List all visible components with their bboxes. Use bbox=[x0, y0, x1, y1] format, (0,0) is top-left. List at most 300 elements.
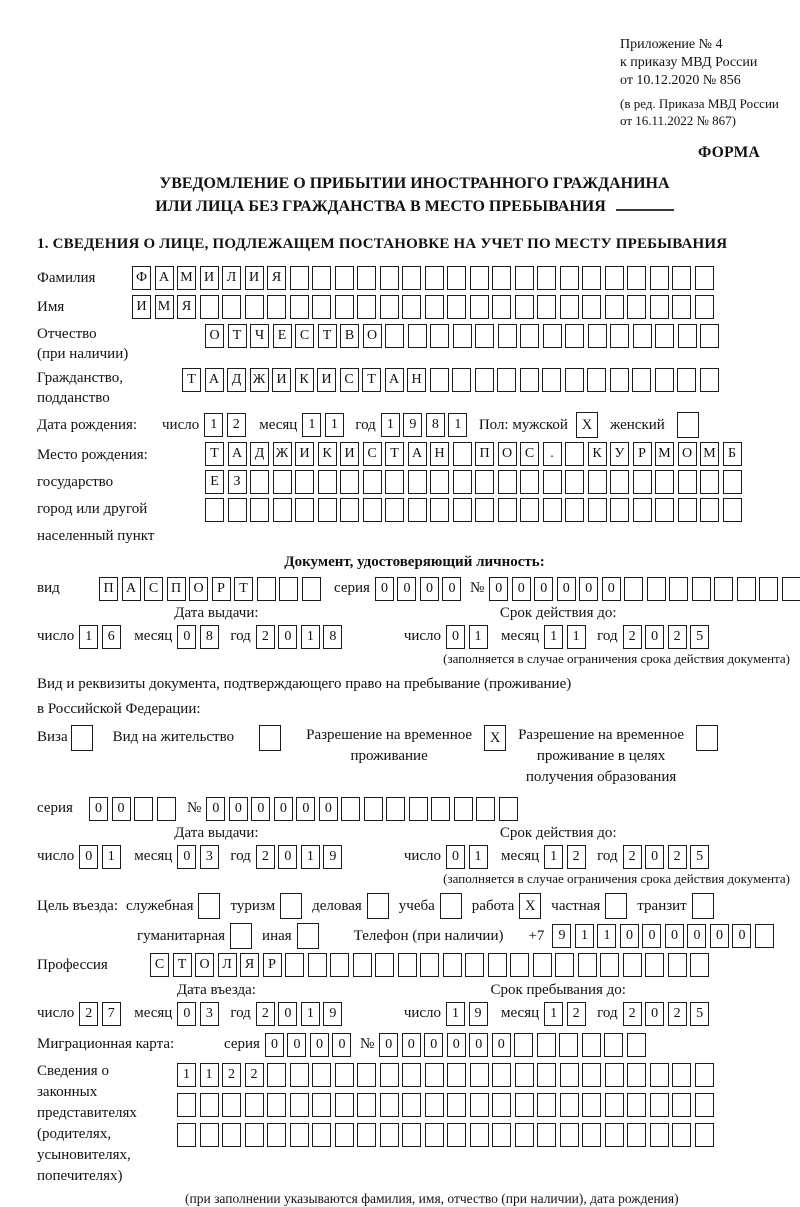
char-box[interactable] bbox=[692, 577, 711, 601]
char-box[interactable] bbox=[228, 498, 247, 522]
char-box[interactable]: 1 bbox=[200, 1063, 219, 1087]
char-box[interactable]: 0 bbox=[732, 924, 751, 948]
char-box[interactable]: 0 bbox=[296, 797, 315, 821]
char-box[interactable] bbox=[520, 498, 539, 522]
char-box[interactable] bbox=[587, 368, 606, 392]
char-box[interactable] bbox=[200, 1093, 219, 1117]
char-box[interactable] bbox=[420, 953, 439, 977]
char-box[interactable]: 0 bbox=[278, 1002, 297, 1026]
char-box[interactable] bbox=[650, 1093, 669, 1117]
char-box[interactable]: 2 bbox=[256, 625, 275, 649]
char-box[interactable]: 0 bbox=[687, 924, 706, 948]
char-box[interactable]: 9 bbox=[323, 1002, 342, 1026]
char-box[interactable]: К bbox=[318, 442, 337, 466]
char-box[interactable]: М bbox=[177, 266, 196, 290]
char-box[interactable] bbox=[633, 470, 652, 494]
char-box[interactable] bbox=[425, 1063, 444, 1087]
char-box[interactable] bbox=[700, 498, 719, 522]
char-box[interactable] bbox=[488, 953, 507, 977]
char-box[interactable]: 0 bbox=[206, 797, 225, 821]
char-box[interactable]: 0 bbox=[89, 797, 108, 821]
char-box[interactable]: 2 bbox=[668, 1002, 687, 1026]
char-box[interactable]: И bbox=[317, 368, 336, 392]
char-box[interactable]: 8 bbox=[426, 413, 445, 437]
char-box[interactable]: П bbox=[167, 577, 186, 601]
char-box[interactable] bbox=[543, 470, 562, 494]
char-box[interactable]: 2 bbox=[222, 1063, 241, 1087]
char-box[interactable] bbox=[453, 498, 472, 522]
char-box[interactable]: 0 bbox=[446, 845, 465, 869]
char-box[interactable] bbox=[447, 295, 466, 319]
char-box[interactable] bbox=[312, 1123, 331, 1147]
char-box[interactable] bbox=[443, 953, 462, 977]
char-box[interactable]: И bbox=[272, 368, 291, 392]
char-box[interactable] bbox=[250, 470, 269, 494]
char-box[interactable] bbox=[537, 1033, 556, 1057]
char-box[interactable] bbox=[425, 1093, 444, 1117]
char-box[interactable]: 0 bbox=[447, 1033, 466, 1057]
char-box[interactable]: Ж bbox=[250, 368, 269, 392]
char-box[interactable]: А bbox=[408, 442, 427, 466]
char-box[interactable] bbox=[290, 266, 309, 290]
char-box[interactable] bbox=[610, 498, 629, 522]
char-box[interactable]: А bbox=[205, 368, 224, 392]
char-box[interactable] bbox=[357, 266, 376, 290]
char-box[interactable] bbox=[492, 1063, 511, 1087]
char-box[interactable]: Ж bbox=[273, 442, 292, 466]
char-box[interactable] bbox=[302, 577, 321, 601]
char-box[interactable] bbox=[714, 577, 733, 601]
char-box[interactable]: 0 bbox=[420, 577, 439, 601]
char-box[interactable]: Д bbox=[227, 368, 246, 392]
char-box[interactable] bbox=[290, 295, 309, 319]
char-box[interactable] bbox=[655, 324, 674, 348]
char-box[interactable]: 2 bbox=[227, 413, 246, 437]
char-box[interactable] bbox=[588, 324, 607, 348]
char-box[interactable] bbox=[279, 577, 298, 601]
char-box[interactable] bbox=[492, 266, 511, 290]
char-box[interactable]: В bbox=[340, 324, 359, 348]
char-box[interactable]: 1 bbox=[469, 845, 488, 869]
char-box[interactable] bbox=[364, 797, 383, 821]
char-box[interactable]: И bbox=[340, 442, 359, 466]
char-box[interactable]: 5 bbox=[690, 625, 709, 649]
sex-male-checkbox[interactable]: X bbox=[576, 412, 598, 438]
char-box[interactable] bbox=[312, 1063, 331, 1087]
char-box[interactable] bbox=[604, 1033, 623, 1057]
char-box[interactable] bbox=[543, 324, 562, 348]
char-box[interactable] bbox=[537, 266, 556, 290]
char-box[interactable]: Т bbox=[385, 442, 404, 466]
char-box[interactable]: О bbox=[205, 324, 224, 348]
char-box[interactable] bbox=[398, 953, 417, 977]
char-box[interactable] bbox=[695, 1063, 714, 1087]
char-box[interactable]: 7 bbox=[102, 1002, 121, 1026]
char-box[interactable] bbox=[588, 498, 607, 522]
char-box[interactable]: Т bbox=[228, 324, 247, 348]
char-box[interactable] bbox=[605, 1063, 624, 1087]
purpose-study-checkbox[interactable] bbox=[440, 893, 462, 919]
char-box[interactable] bbox=[515, 266, 534, 290]
char-box[interactable]: 9 bbox=[323, 845, 342, 869]
char-box[interactable]: Р bbox=[633, 442, 652, 466]
char-box[interactable] bbox=[668, 953, 687, 977]
char-box[interactable] bbox=[515, 1093, 534, 1117]
char-box[interactable]: 1 bbox=[448, 413, 467, 437]
char-box[interactable] bbox=[565, 498, 584, 522]
char-box[interactable] bbox=[578, 953, 597, 977]
char-box[interactable]: 0 bbox=[177, 625, 196, 649]
char-box[interactable]: 0 bbox=[310, 1033, 329, 1057]
char-box[interactable]: 0 bbox=[469, 1033, 488, 1057]
char-box[interactable]: Т bbox=[182, 368, 201, 392]
char-box[interactable] bbox=[782, 577, 800, 601]
char-box[interactable] bbox=[723, 498, 742, 522]
char-box[interactable] bbox=[200, 1123, 219, 1147]
purpose-other-checkbox[interactable] bbox=[297, 923, 319, 949]
char-box[interactable] bbox=[537, 1123, 556, 1147]
char-box[interactable]: О bbox=[498, 442, 517, 466]
char-box[interactable]: 0 bbox=[579, 577, 598, 601]
char-box[interactable] bbox=[672, 1063, 691, 1087]
char-box[interactable]: Н bbox=[430, 442, 449, 466]
char-box[interactable] bbox=[357, 1123, 376, 1147]
char-box[interactable] bbox=[380, 295, 399, 319]
char-box[interactable] bbox=[633, 324, 652, 348]
char-box[interactable] bbox=[134, 797, 153, 821]
char-box[interactable] bbox=[363, 470, 382, 494]
char-box[interactable]: 0 bbox=[442, 577, 461, 601]
char-box[interactable]: 1 bbox=[575, 924, 594, 948]
char-box[interactable] bbox=[177, 1093, 196, 1117]
char-box[interactable]: Я bbox=[240, 953, 259, 977]
char-box[interactable]: 0 bbox=[229, 797, 248, 821]
char-box[interactable]: Ф bbox=[132, 266, 151, 290]
char-box[interactable] bbox=[537, 1093, 556, 1117]
char-box[interactable] bbox=[650, 1123, 669, 1147]
char-box[interactable]: 0 bbox=[79, 845, 98, 869]
char-box[interactable] bbox=[565, 324, 584, 348]
char-box[interactable] bbox=[632, 368, 651, 392]
char-box[interactable] bbox=[610, 470, 629, 494]
char-box[interactable] bbox=[335, 1093, 354, 1117]
char-box[interactable] bbox=[250, 498, 269, 522]
char-box[interactable]: 1 bbox=[301, 625, 320, 649]
char-box[interactable] bbox=[245, 295, 264, 319]
char-box[interactable]: Я bbox=[177, 295, 196, 319]
char-box[interactable]: 0 bbox=[642, 924, 661, 948]
char-box[interactable] bbox=[695, 1093, 714, 1117]
char-box[interactable] bbox=[588, 470, 607, 494]
char-box[interactable] bbox=[537, 295, 556, 319]
char-box[interactable]: . bbox=[543, 442, 562, 466]
char-box[interactable]: И bbox=[295, 442, 314, 466]
char-box[interactable] bbox=[560, 295, 579, 319]
char-box[interactable] bbox=[672, 1093, 691, 1117]
char-box[interactable] bbox=[515, 295, 534, 319]
char-box[interactable] bbox=[200, 295, 219, 319]
char-box[interactable] bbox=[515, 1063, 534, 1087]
char-box[interactable] bbox=[257, 577, 276, 601]
char-box[interactable]: 9 bbox=[403, 413, 422, 437]
purpose-tourism-checkbox[interactable] bbox=[280, 893, 302, 919]
char-box[interactable]: П bbox=[99, 577, 118, 601]
char-box[interactable] bbox=[605, 1093, 624, 1117]
char-box[interactable] bbox=[514, 1033, 533, 1057]
char-box[interactable] bbox=[543, 498, 562, 522]
char-box[interactable] bbox=[430, 324, 449, 348]
char-box[interactable] bbox=[669, 577, 688, 601]
char-box[interactable] bbox=[723, 470, 742, 494]
char-box[interactable] bbox=[565, 368, 584, 392]
char-box[interactable] bbox=[560, 1063, 579, 1087]
char-box[interactable] bbox=[475, 368, 494, 392]
char-box[interactable]: П bbox=[475, 442, 494, 466]
char-box[interactable] bbox=[759, 577, 778, 601]
residence-permit-checkbox[interactable] bbox=[259, 725, 281, 751]
char-box[interactable]: 0 bbox=[379, 1033, 398, 1057]
char-box[interactable] bbox=[627, 1123, 646, 1147]
char-box[interactable]: М bbox=[155, 295, 174, 319]
char-box[interactable]: 0 bbox=[665, 924, 684, 948]
char-box[interactable] bbox=[273, 470, 292, 494]
char-box[interactable] bbox=[498, 324, 517, 348]
char-box[interactable] bbox=[380, 1063, 399, 1087]
char-box[interactable]: С bbox=[363, 442, 382, 466]
char-box[interactable] bbox=[605, 1123, 624, 1147]
char-box[interactable]: Т bbox=[362, 368, 381, 392]
char-box[interactable]: 2 bbox=[623, 1002, 642, 1026]
char-box[interactable] bbox=[157, 797, 176, 821]
char-box[interactable] bbox=[341, 797, 360, 821]
char-box[interactable]: К bbox=[588, 442, 607, 466]
char-box[interactable] bbox=[353, 953, 372, 977]
char-box[interactable] bbox=[470, 1093, 489, 1117]
char-box[interactable]: 1 bbox=[325, 413, 344, 437]
char-box[interactable] bbox=[498, 498, 517, 522]
char-box[interactable] bbox=[678, 324, 697, 348]
char-box[interactable] bbox=[386, 797, 405, 821]
char-box[interactable] bbox=[267, 1093, 286, 1117]
char-box[interactable] bbox=[672, 295, 691, 319]
char-box[interactable] bbox=[340, 498, 359, 522]
char-box[interactable] bbox=[335, 266, 354, 290]
char-box[interactable] bbox=[623, 953, 642, 977]
char-box[interactable] bbox=[605, 295, 624, 319]
char-box[interactable]: А bbox=[228, 442, 247, 466]
char-box[interactable] bbox=[375, 953, 394, 977]
char-box[interactable] bbox=[408, 324, 427, 348]
char-box[interactable]: З bbox=[228, 470, 247, 494]
char-box[interactable] bbox=[452, 368, 471, 392]
char-box[interactable] bbox=[695, 1123, 714, 1147]
char-box[interactable]: 2 bbox=[79, 1002, 98, 1026]
char-box[interactable] bbox=[425, 295, 444, 319]
char-box[interactable] bbox=[627, 266, 646, 290]
purpose-transit-checkbox[interactable] bbox=[692, 893, 714, 919]
purpose-private-checkbox[interactable] bbox=[605, 893, 627, 919]
char-box[interactable]: О bbox=[195, 953, 214, 977]
char-box[interactable] bbox=[335, 1123, 354, 1147]
char-box[interactable]: Т bbox=[234, 577, 253, 601]
char-box[interactable] bbox=[624, 577, 643, 601]
char-box[interactable] bbox=[465, 953, 484, 977]
char-box[interactable] bbox=[560, 1123, 579, 1147]
char-box[interactable]: 1 bbox=[597, 924, 616, 948]
char-box[interactable] bbox=[312, 295, 331, 319]
char-box[interactable] bbox=[582, 1063, 601, 1087]
char-box[interactable] bbox=[430, 470, 449, 494]
char-box[interactable]: 0 bbox=[645, 625, 664, 649]
char-box[interactable]: 0 bbox=[177, 845, 196, 869]
char-box[interactable]: 9 bbox=[469, 1002, 488, 1026]
char-box[interactable] bbox=[470, 295, 489, 319]
char-box[interactable] bbox=[453, 442, 472, 466]
char-box[interactable]: Т bbox=[173, 953, 192, 977]
char-box[interactable] bbox=[565, 442, 584, 466]
char-box[interactable]: 8 bbox=[200, 625, 219, 649]
char-box[interactable]: Н bbox=[407, 368, 426, 392]
char-box[interactable]: 0 bbox=[251, 797, 270, 821]
char-box[interactable] bbox=[425, 1123, 444, 1147]
char-box[interactable] bbox=[273, 498, 292, 522]
char-box[interactable]: 1 bbox=[544, 625, 563, 649]
char-box[interactable]: 1 bbox=[544, 1002, 563, 1026]
char-box[interactable] bbox=[470, 266, 489, 290]
char-box[interactable] bbox=[295, 498, 314, 522]
char-box[interactable] bbox=[627, 295, 646, 319]
char-box[interactable] bbox=[672, 266, 691, 290]
char-box[interactable] bbox=[318, 470, 337, 494]
char-box[interactable] bbox=[600, 953, 619, 977]
char-box[interactable] bbox=[492, 295, 511, 319]
char-box[interactable] bbox=[755, 924, 774, 948]
char-box[interactable]: 6 bbox=[102, 625, 121, 649]
char-box[interactable]: О bbox=[189, 577, 208, 601]
char-box[interactable] bbox=[335, 1063, 354, 1087]
char-box[interactable]: 3 bbox=[200, 845, 219, 869]
char-box[interactable]: Б bbox=[723, 442, 742, 466]
char-box[interactable]: 0 bbox=[492, 1033, 511, 1057]
char-box[interactable] bbox=[677, 368, 696, 392]
char-box[interactable] bbox=[537, 1063, 556, 1087]
char-box[interactable]: 0 bbox=[177, 1002, 196, 1026]
char-box[interactable]: С bbox=[144, 577, 163, 601]
char-box[interactable]: Т bbox=[205, 442, 224, 466]
char-box[interactable]: Л bbox=[218, 953, 237, 977]
char-box[interactable] bbox=[430, 498, 449, 522]
char-box[interactable] bbox=[645, 953, 664, 977]
char-box[interactable] bbox=[357, 1093, 376, 1117]
char-box[interactable]: 0 bbox=[278, 845, 297, 869]
char-box[interactable] bbox=[402, 295, 421, 319]
char-box[interactable]: К bbox=[295, 368, 314, 392]
purpose-official-checkbox[interactable] bbox=[198, 893, 220, 919]
char-box[interactable]: О bbox=[678, 442, 697, 466]
char-box[interactable]: 0 bbox=[112, 797, 131, 821]
char-box[interactable] bbox=[610, 368, 629, 392]
char-box[interactable]: 1 bbox=[381, 413, 400, 437]
char-box[interactable] bbox=[447, 266, 466, 290]
char-box[interactable]: С bbox=[340, 368, 359, 392]
char-box[interactable] bbox=[318, 498, 337, 522]
char-box[interactable] bbox=[555, 953, 574, 977]
sex-female-checkbox[interactable] bbox=[677, 412, 699, 438]
char-box[interactable]: 5 bbox=[690, 845, 709, 869]
char-box[interactable] bbox=[582, 1033, 601, 1057]
char-box[interactable] bbox=[678, 470, 697, 494]
char-box[interactable] bbox=[700, 324, 719, 348]
char-box[interactable] bbox=[627, 1063, 646, 1087]
char-box[interactable]: М bbox=[655, 442, 674, 466]
char-box[interactable] bbox=[363, 498, 382, 522]
char-box[interactable] bbox=[425, 266, 444, 290]
char-box[interactable]: И bbox=[245, 266, 264, 290]
char-box[interactable] bbox=[695, 295, 714, 319]
char-box[interactable]: 2 bbox=[256, 1002, 275, 1026]
char-box[interactable] bbox=[510, 953, 529, 977]
char-box[interactable] bbox=[453, 324, 472, 348]
char-box[interactable] bbox=[308, 953, 327, 977]
char-box[interactable] bbox=[650, 295, 669, 319]
char-box[interactable] bbox=[560, 1093, 579, 1117]
char-box[interactable]: О bbox=[363, 324, 382, 348]
char-box[interactable] bbox=[520, 324, 539, 348]
char-box[interactable]: 0 bbox=[645, 1002, 664, 1026]
char-box[interactable] bbox=[650, 266, 669, 290]
char-box[interactable]: 1 bbox=[446, 1002, 465, 1026]
temp-permit-edu-checkbox[interactable] bbox=[696, 725, 718, 751]
char-box[interactable] bbox=[380, 266, 399, 290]
char-box[interactable] bbox=[492, 1123, 511, 1147]
char-box[interactable] bbox=[402, 1123, 421, 1147]
char-box[interactable]: У bbox=[610, 442, 629, 466]
char-box[interactable]: 0 bbox=[512, 577, 531, 601]
char-box[interactable]: 0 bbox=[645, 845, 664, 869]
char-box[interactable]: 1 bbox=[302, 413, 321, 437]
char-box[interactable] bbox=[380, 1123, 399, 1147]
char-box[interactable] bbox=[408, 498, 427, 522]
char-box[interactable]: А bbox=[122, 577, 141, 601]
char-box[interactable]: Р bbox=[212, 577, 231, 601]
char-box[interactable] bbox=[430, 368, 449, 392]
char-box[interactable]: 1 bbox=[79, 625, 98, 649]
char-box[interactable]: 2 bbox=[567, 1002, 586, 1026]
char-box[interactable]: 1 bbox=[177, 1063, 196, 1087]
char-box[interactable] bbox=[295, 470, 314, 494]
char-box[interactable] bbox=[605, 266, 624, 290]
char-box[interactable]: И bbox=[200, 266, 219, 290]
char-box[interactable] bbox=[499, 797, 518, 821]
char-box[interactable] bbox=[340, 470, 359, 494]
char-box[interactable]: 8 bbox=[323, 625, 342, 649]
char-box[interactable]: 0 bbox=[710, 924, 729, 948]
char-box[interactable]: 0 bbox=[319, 797, 338, 821]
char-box[interactable] bbox=[177, 1123, 196, 1147]
char-box[interactable]: Я bbox=[267, 266, 286, 290]
char-box[interactable] bbox=[385, 324, 404, 348]
char-box[interactable] bbox=[402, 1063, 421, 1087]
temp-permit-checkbox[interactable]: X bbox=[484, 725, 506, 751]
char-box[interactable] bbox=[700, 368, 719, 392]
char-box[interactable]: 2 bbox=[245, 1063, 264, 1087]
char-box[interactable]: Е bbox=[273, 324, 292, 348]
char-box[interactable] bbox=[357, 295, 376, 319]
char-box[interactable] bbox=[650, 1063, 669, 1087]
char-box[interactable] bbox=[695, 266, 714, 290]
char-box[interactable]: 1 bbox=[102, 845, 121, 869]
char-box[interactable]: 2 bbox=[623, 625, 642, 649]
